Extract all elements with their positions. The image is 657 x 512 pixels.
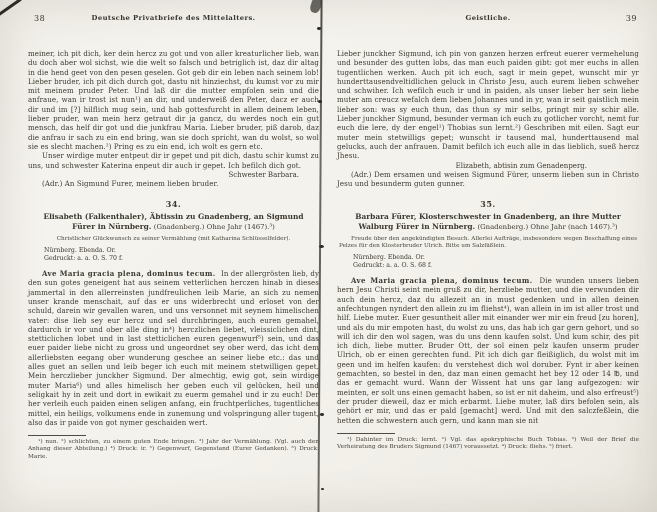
letter-34-salutation: Ave Maria gracia plena, dominus tecum.	[42, 269, 216, 279]
letter-35-salutation: Ave Maria gracia plena, dominus tecum.	[351, 276, 533, 286]
letter-35-text	[337, 276, 639, 426]
scan-corner-artifact	[0, 0, 22, 17]
letter-35-title-suffix: (Gnadenberg.) Ohne Jahr (nach 1467).³)	[477, 222, 618, 231]
letter-34-address: (Adr.) Dem ersamen und weisen Sigmund Fürer, unserm lieben sun in Christo Jesu und besunderm guten gunner.	[337, 171, 639, 189]
left-page-header	[28, 14, 319, 26]
footnotes-left: ¹) nun. ²) schlichten, zu einem guten Ende bringen. ³) Jahr der Vermählung. (Vgl. auch den Anhang dieser Abteilung.) ⁴) Druck: ir. ⁵) Gegenwurf, Gegenstand (Eurer Gedanken). ⁶) Druck: Marie.	[28, 439, 319, 460]
letter-33-body: meiner, ich pit dich, ker dein hercz zu got und von aller kreaturlicher lieb, wan du doch aber wol sichst, wie die welt so falsch und betriglich ist, daz dir altag in die hend geet von den pesen geselen. Got geb dir ein leben nach seinem lob! Lieber bruder, ich pit dich durch got, dastu nit hinziechst, du kumst vor zu mir mit meinem pruder Peter. Und laß dir die mutter empfolen sein und die anfraue, wan ir trost ist nun¹) an dir, und underweiß den Peter, dacz er auch dir und im [?] hilflich mug sein, und hab gottesfurcht in allem deinem leben, lieber pruder, wan mein herz getraut dir ja gancz, du werdes noch ein gut mensch, das helf dir got und die junkfrau Maria. Lieber bruder, piß darob, daz die anfrau ir sach zu ein end bring, wan sie doch spricht, wan du wolst, so wol sie es slecht machen.²) Pring es zu ein end, ich wolt es gern etc.	[28, 50, 319, 151]
binding-mark	[319, 245, 324, 248]
letter-34-title: Elisabeth (Falkenthaler), Äbtissin zu Gnadenberg, an Sigmund Fürer in Nürnberg.	[43, 211, 304, 231]
letter-35-source-line-1: Nürnberg. Ebenda. Or.	[353, 253, 425, 261]
right-page-header	[337, 14, 639, 26]
letter-33-address: (Adr.) An Sigmund Furer, meinem lieben bruder.	[42, 180, 219, 189]
letter-35-number: 35.	[480, 198, 496, 209]
letter-34-source-line-1: Nürnberg. Ebenda. Or.	[44, 246, 116, 254]
letter-33-signature: Schwester Barbara.	[228, 170, 299, 179]
binding-mark	[320, 413, 324, 416]
letter-35-source-line-2: Gedruckt: a. a. O. S. 68 f.	[353, 261, 432, 269]
letter-33-postscript: Unser wirdige muter entpeut dir ir gepet und pit dich, dastu schir kumst zu uns, und schwester Katerina enpeut dir auch ir gepet. Ich befilch dich got.	[28, 152, 319, 170]
running-header-right: Geistliche.	[465, 14, 511, 22]
letter-34-title-suffix: (Gnadenberg.) Ohne Jahr (1467).³)	[153, 222, 275, 231]
letter-34-signature: Elizabeth, abtisin zum Genadenperg.	[455, 161, 587, 170]
letter-35-body: Die wunden unsers lieben hern Jesu Christi seint mein gruß zu dir, herzliebe mutter, und die verwunden dir auch dein hercz, daz du allezeit an in must gedenken und in allen deinen anfechtungen nyndert den allein zu im fliehst⁴), wan allein in im ist aller trost und hilf. Liebe muter. Euer gesuntheit aller mit einander wer mir ein freud [zu horen], und als du mir empoten hast, du wolst zu uns, das hab ich gar gern gehort, und so will ich dir den wol sagen, was du uns denn kaufen solst. Und kum schir, des pit ich dich, liebe mutter. Bruder Ott, der sol einen pelz kaufen unserm pruder Ulrich, ob er einen gerechten fund. Pit ich dich gar fleißiglich, du wolst mit im geen und im helfen kaufen: du verstehest dich wol doruber. Fynt ir aber keinen gemachten, so bestel in den, daz man einen gemacht het bey 12 oder 14 ℔, und das er gemacht wurd. Wann der Wissent hat uns gar lang aufgezogen: wir meinten, er solt uns einen gemacht haben, so ist er nit daheim, und also erfreust⁵) der pruder dieweil, daz er mich erbarmt. Liebe muter, laß dirs befolen sein, als gehört er mir, und das er pald [gemacht] werd. Und mit den salczfeßlein, die hetten die schwestern auch gern, und kann man sie nit	[337, 277, 640, 425]
left-page	[28, 14, 319, 461]
binding-mark	[321, 488, 324, 490]
letter-34-body: In der allergrösten lieb, dy den sun gotes geneigent hat aus seinem vetterlichen herczen hinab in dieses jammertal in den allerreinsten jundfreulichen leib Marie, an sich zu nemen unser krande menschait, auf das er uns widerbrecht und erloset von der schuld, darein wir gevallen waren, und uns versonnet mit seynem himelischen vater: dise lieb sey eur hercz und sel durchbringen, auch euren gemahel, dardurch ir vor und ober alle ding in⁴) herczlichen liebet, vleissiclichen dint, stetticlichen lobet und in last stetticlichen euren gegenwurf⁵) sein, und das euer paider liebe nicht zu gross und ungeordnet sey ober werd, das icht dem allerliebsten eegang ober wunderung geschee an seiner liebe etc.: das und alles guet an sellen und leib beger ich euch mit meinem stetwilligen gepet. Mein herczlieber junckher Sigmund. Der almechtig, ewig got, sein wirdige muter Maria⁶) und alles himelisch her geben euch vil gelücken, heil und seligkait hy in zeit und dort in ewikait zu euerm gemahel und ir zu euch! Der her verleih euch paiden einen seligen anfang, ein fruchtperliches, tugentliches mittel, ein heiligs, volkumens ende in zunemung und volspringung aller tugent, also das ir paide von got nymer geschaiden wert.	[28, 270, 319, 427]
letter-34-title-block	[28, 212, 319, 232]
footnote-rule-right	[337, 433, 395, 434]
running-header-left: Deutsche Privatbriefe des Mittelalters.	[91, 14, 256, 22]
footnotes-right: ¹) Dahinter im Druck: lernt. ²) Vgl. das apokryphische Buch Tobias. ³) Weil der Brief die Verheiratung des Bruders Sigmund (1467) voraussetzt. ⁴) Druck: fliehs. ⁵) friert.	[337, 436, 639, 451]
letter-35-title-block	[337, 212, 639, 232]
page-number-left: 38	[34, 14, 46, 23]
right-page	[337, 14, 639, 451]
letter-34-source-line-2: Gedruckt: a. a. O. S. 70 f.	[44, 254, 123, 262]
letter-34-summary: Christlicher Glückwunsch zu seiner Vermählung (mit Katharina Schlüsselfelder).	[56, 235, 291, 242]
letter-34-continued-body: Lieber junckher Sigmund, ich pin von ganzen herzen erfreut euerer vermehelung und besunder des gutten lobs, das man euch paiden gibt: got mer euchs in allen tugentlichen werken. Auch pit ich euch, sagt ir mein gepet, wunscht mir yr hunderttausendveltidlichen geluck in Christo Jesu, auch eurem lieben schweher und schwiher. Ich wefilch euch ir und in paiden, als unser lieber her sein liebe muter am creucz wefalch dem lieben Johannes und in yr, wan ir seit gaistlich mein lieber son: was sy euch thun, das thun sy mir selbs, pringt mir sy schir alle. Lieber junckher Sigmund, besunder verman ich euch zu gotlicher vorcht, nemt fur euch die lere, dy der engel¹) Thobias sun lernt.²) Geschriben mit eilen. Sagt eur muter mein stetwilligs gepet; wunscht ir tausend mal, hunderttausend mal gelucks, auch der anfrauen. Damit befilch ich euch alle in das lieblich, sueß hercz Jhesu.	[337, 50, 639, 161]
footnote-rule-left	[28, 435, 86, 436]
letter-34-number: 34.	[165, 198, 182, 209]
letter-34-text	[28, 269, 319, 428]
letter-35-summary: Freude über den angekündigten Besuch. Allerlei Aufträge, insbesondere wegen Beschaffung eines Pelzes für den Klosterbruder Ulrich. Bitte um Salzfäßlein.	[339, 235, 637, 249]
letter-35-title: Barbara Fürer, Klosterschwester in Gnadenberg, an ihre Mutter Walburg Fürer in Nürnberg.	[355, 211, 621, 231]
page-number-right: 39	[625, 14, 637, 23]
